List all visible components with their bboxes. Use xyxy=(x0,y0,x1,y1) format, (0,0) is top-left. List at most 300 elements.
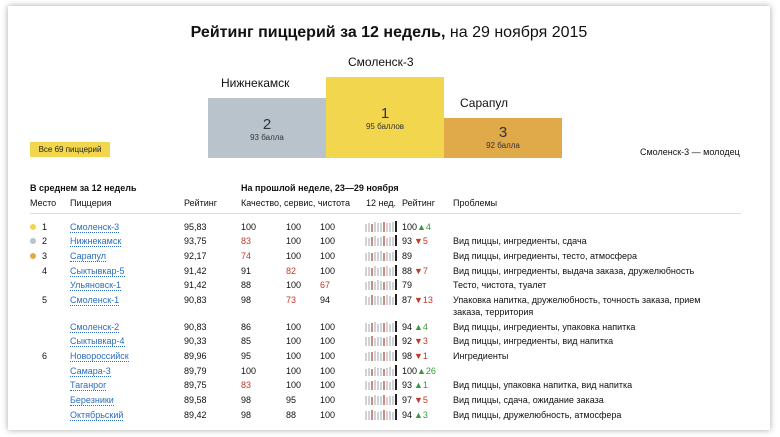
spark-bar xyxy=(386,411,388,420)
row-quality: 88 xyxy=(241,280,252,290)
row-problems: Ингредиенты xyxy=(453,351,509,361)
row-avg-rating: 91,42 xyxy=(184,266,207,276)
spark-bar xyxy=(386,252,388,261)
spark-bar xyxy=(377,412,379,420)
spark-bar xyxy=(380,267,382,276)
spark-bar xyxy=(371,381,373,390)
row-delta: 3 xyxy=(422,410,428,420)
spark-bar xyxy=(380,353,382,361)
row-week-rating: 93 xyxy=(402,380,413,390)
rating-card xyxy=(8,6,770,430)
spark-current xyxy=(395,394,397,405)
spark-bar xyxy=(377,396,379,405)
spark-bar xyxy=(389,268,391,276)
spark-bar xyxy=(374,351,376,361)
row-cleanliness: 100 xyxy=(320,336,336,346)
col-rating-week: Рейтинг xyxy=(402,198,436,208)
spark-bar xyxy=(368,396,370,405)
pizzeria-link[interactable]: Сыктывкар-4 xyxy=(70,336,125,346)
header-divider xyxy=(30,213,741,214)
spark-bar xyxy=(383,381,385,390)
page-title xyxy=(8,24,770,42)
spark-bar xyxy=(377,268,379,276)
row-quality: 98 xyxy=(241,410,252,420)
spark-bar xyxy=(380,251,382,261)
spark-bar xyxy=(368,337,370,346)
spark-bar xyxy=(380,223,382,232)
row-cleanliness: 100 xyxy=(320,222,336,232)
spark-current xyxy=(395,365,397,376)
place-dot xyxy=(30,253,36,259)
row-service: 88 xyxy=(286,410,297,420)
pizzeria-link[interactable]: Нижнекамск xyxy=(70,236,122,246)
row-service: 73 xyxy=(286,295,297,305)
row-week-rating: 100 xyxy=(402,222,418,232)
spark-bar xyxy=(389,281,391,290)
col-problems: Проблемы xyxy=(453,198,498,208)
spark-bar xyxy=(383,267,385,276)
row-place: 3 xyxy=(42,251,48,261)
spark-bar xyxy=(365,282,367,290)
row-sparkline xyxy=(365,335,397,346)
row-sparkline xyxy=(365,409,397,420)
trend-down-icon: ▼1 xyxy=(414,351,428,361)
spark-bar xyxy=(377,352,379,361)
row-cleanliness: 100 xyxy=(320,351,336,361)
col-pizzeria: Пиццерия xyxy=(70,198,112,208)
row-service: 100 xyxy=(286,351,302,361)
row-delta: 3 xyxy=(422,336,428,346)
spark-bar xyxy=(383,253,385,261)
spark-bar xyxy=(371,268,373,276)
pizzeria-link[interactable]: Новороссийск xyxy=(70,351,129,361)
podium-name-3: Сарапул xyxy=(460,96,509,110)
spark-bar xyxy=(386,238,388,246)
pizzeria-link[interactable]: Самара-3 xyxy=(70,366,111,376)
spark-bar xyxy=(386,397,388,405)
pizzeria-link[interactable]: Сарапул xyxy=(70,251,107,261)
podium-place-3: 3 xyxy=(498,124,508,141)
pizzeria-link[interactable]: Смоленск-1 xyxy=(70,295,120,305)
spark-bar xyxy=(365,323,367,332)
row-quality: 85 xyxy=(241,336,252,346)
spark-bar xyxy=(371,237,373,246)
spark-bar xyxy=(383,395,385,405)
spark-bar xyxy=(365,411,367,420)
spark-bar xyxy=(380,382,382,390)
spark-bar xyxy=(368,297,370,305)
spark-bar xyxy=(374,322,376,332)
last-week-heading: На прошлой неделе, 23—29 ноября xyxy=(241,183,399,193)
row-avg-rating: 89,75 xyxy=(184,380,207,390)
spark-bar xyxy=(392,412,394,420)
row-avg-rating: 95,83 xyxy=(184,222,207,232)
row-quality: 74 xyxy=(241,251,252,261)
spark-bar xyxy=(392,222,394,232)
spark-bar xyxy=(374,296,376,305)
pizzeria-link[interactable]: Березники xyxy=(70,395,114,405)
spark-bar xyxy=(368,238,370,246)
spark-bar xyxy=(368,368,370,376)
row-avg-rating: 92,17 xyxy=(184,251,207,261)
pizzeria-link[interactable]: Ульяновск-1 xyxy=(70,280,122,290)
spark-bar xyxy=(377,252,379,261)
row-cleanliness: 100 xyxy=(320,251,336,261)
spark-bar xyxy=(380,297,382,305)
spark-bar xyxy=(380,368,382,376)
spark-bar xyxy=(392,267,394,276)
row-week-rating: 98 xyxy=(402,351,413,361)
spark-bar xyxy=(377,337,379,346)
row-week-rating: 89 xyxy=(402,251,413,261)
spark-bar xyxy=(389,223,391,232)
spark-bar xyxy=(377,280,379,290)
trend-down-icon: ▼7 xyxy=(414,266,428,276)
spark-bar xyxy=(392,252,394,261)
row-delta: 1 xyxy=(422,351,428,361)
trend-down-icon: ▼13 xyxy=(414,295,433,305)
spark-bar xyxy=(392,282,394,290)
pizzeria-link[interactable]: Октябрьский xyxy=(70,410,124,420)
place-dot xyxy=(30,224,36,230)
row-avg-rating: 93,75 xyxy=(184,236,207,246)
spark-bar xyxy=(368,252,370,261)
row-avg-rating: 90,83 xyxy=(184,295,207,305)
spark-current xyxy=(395,235,397,246)
row-quality: 98 xyxy=(241,395,252,405)
spark-bar xyxy=(374,367,376,376)
pizzeria-link[interactable]: Смоленск-3 xyxy=(70,222,120,232)
row-place: 1 xyxy=(42,222,48,232)
title-date: на 29 ноября 2015 xyxy=(445,24,588,41)
spark-bar xyxy=(374,282,376,290)
spark-bar xyxy=(365,369,367,376)
spark-bar xyxy=(392,337,394,346)
row-sparkline xyxy=(365,350,397,361)
row-delta: 13 xyxy=(422,295,433,305)
trend-down-icon: ▼5 xyxy=(414,395,428,405)
spark-current xyxy=(395,321,397,332)
all-pizzerias-button[interactable]: Все 69 пиццерий xyxy=(30,142,110,157)
row-avg-rating: 89,42 xyxy=(184,410,207,420)
row-delta: 1 xyxy=(422,380,428,390)
spark-bar xyxy=(365,381,367,390)
spark-bar xyxy=(389,396,391,405)
spark-current xyxy=(395,409,397,420)
spark-bar xyxy=(389,367,391,376)
spark-bar xyxy=(374,222,376,232)
row-delta: 5 xyxy=(422,395,428,405)
spark-bar xyxy=(374,411,376,420)
podium-points-2: 93 балла xyxy=(250,133,284,142)
trend-up-icon: ▲1 xyxy=(414,380,428,390)
row-delta: 4 xyxy=(425,222,431,232)
row-quality: 98 xyxy=(241,295,252,305)
row-week-rating: 94 xyxy=(402,322,413,332)
spark-bar xyxy=(365,337,367,346)
row-service: 100 xyxy=(286,236,302,246)
spark-bar xyxy=(383,236,385,246)
row-avg-rating: 89,58 xyxy=(184,395,207,405)
row-problems: Вид пиццы, дружелюбность, атмосфера xyxy=(453,410,622,420)
row-cleanliness: 100 xyxy=(320,236,336,246)
row-service: 100 xyxy=(286,251,302,261)
spark-bar xyxy=(389,237,391,246)
podium-name-1: Смоленск-3 xyxy=(348,55,414,69)
row-problems: Вид пиццы, сдача, ожидание заказа xyxy=(453,395,604,405)
spark-bar xyxy=(365,353,367,361)
spark-bar xyxy=(389,296,391,305)
spark-bar xyxy=(371,369,373,376)
row-service: 100 xyxy=(286,322,302,332)
spark-bar xyxy=(371,295,373,305)
winner-note: Смоленск-3 — молодец xyxy=(640,147,740,157)
row-delta: 4 xyxy=(422,322,428,332)
col-rating: Рейтинг xyxy=(184,198,218,208)
spark-bar xyxy=(365,253,367,261)
spark-bar xyxy=(374,236,376,246)
row-sparkline xyxy=(365,394,397,405)
row-delta: 7 xyxy=(422,266,428,276)
row-service: 82 xyxy=(286,266,297,276)
spark-bar xyxy=(389,351,391,361)
row-cleanliness: 100 xyxy=(320,266,336,276)
trend-down-icon: ▼3 xyxy=(414,336,428,346)
spark-bar xyxy=(377,368,379,376)
podium-block-1 xyxy=(326,77,444,158)
row-quality: 100 xyxy=(241,366,257,376)
spark-bar xyxy=(392,396,394,405)
spark-bar xyxy=(383,282,385,290)
avg-section-heading: В среднем за 12 недель xyxy=(30,183,137,193)
spark-bar xyxy=(368,281,370,290)
podium-place-1: 1 xyxy=(380,105,390,122)
spark-bar xyxy=(392,352,394,361)
spark-bar xyxy=(374,338,376,346)
row-avg-rating: 89,79 xyxy=(184,366,207,376)
col-place: Место xyxy=(30,198,57,208)
spark-bar xyxy=(386,223,388,232)
row-sparkline xyxy=(365,250,397,261)
row-week-rating: 94 xyxy=(402,410,413,420)
row-quality: 83 xyxy=(241,236,252,246)
spark-current xyxy=(395,379,397,390)
spark-bar xyxy=(371,281,373,290)
spark-bar xyxy=(380,411,382,420)
row-problems: Вид пиццы, ингредиенты, упаковка напитка xyxy=(453,322,636,332)
row-delta: 26 xyxy=(425,366,436,376)
row-cleanliness: 94 xyxy=(320,295,331,305)
spark-current xyxy=(395,335,397,346)
podium-place-2: 2 xyxy=(262,116,272,133)
row-week-rating: 79 xyxy=(402,280,413,290)
spark-bar xyxy=(365,296,367,305)
row-service: 100 xyxy=(286,280,302,290)
spark-bar xyxy=(380,281,382,290)
row-week-rating: 97 xyxy=(402,395,413,405)
spark-bar xyxy=(368,223,370,232)
trend-up-icon: ▲26 xyxy=(417,366,436,376)
spark-bar xyxy=(365,396,367,405)
spark-bar xyxy=(377,324,379,332)
spark-bar xyxy=(389,411,391,420)
spark-bar xyxy=(389,324,391,332)
row-cleanliness: 100 xyxy=(320,322,336,332)
spark-bar xyxy=(368,267,370,276)
spark-current xyxy=(395,279,397,290)
spark-bar xyxy=(392,323,394,332)
podium-points-3: 92 балла xyxy=(486,141,520,150)
spark-bar xyxy=(392,369,394,376)
spark-bar xyxy=(374,395,376,405)
spark-current xyxy=(395,294,397,305)
trend-up-icon: ▲3 xyxy=(414,410,428,420)
row-place: 4 xyxy=(42,266,48,276)
row-week-rating: 92 xyxy=(402,336,413,346)
row-quality: 100 xyxy=(241,222,257,232)
row-sparkline xyxy=(365,379,397,390)
spark-bar xyxy=(383,222,385,232)
row-cleanliness: 67 xyxy=(320,280,331,290)
spark-bar xyxy=(380,323,382,332)
spark-current xyxy=(395,350,397,361)
row-problems: Тесто, чистота, туалет xyxy=(453,280,547,290)
podium-block-2 xyxy=(208,98,326,158)
row-service: 100 xyxy=(286,336,302,346)
row-problems: Упаковка напитка, дружелюбность, точность заказа, прием заказа, территория xyxy=(453,295,701,317)
col-qss: Качество, сервис, чистота xyxy=(241,198,350,208)
row-quality: 86 xyxy=(241,322,252,332)
trend-up-icon: ▲4 xyxy=(417,222,431,232)
spark-current xyxy=(395,221,397,232)
row-quality: 95 xyxy=(241,351,252,361)
row-cleanliness: 100 xyxy=(320,395,336,405)
row-avg-rating: 90,33 xyxy=(184,336,207,346)
row-sparkline xyxy=(365,279,397,290)
spark-bar xyxy=(377,223,379,232)
spark-bar xyxy=(374,380,376,390)
spark-bar xyxy=(380,337,382,346)
row-week-rating: 88 xyxy=(402,266,413,276)
spark-bar xyxy=(386,281,388,290)
title-bold: Рейтинг пиццерий за 12 недель, xyxy=(190,24,446,41)
trend-up-icon: ▲4 xyxy=(414,322,428,332)
row-avg-rating: 91,42 xyxy=(184,280,207,290)
row-quality: 83 xyxy=(241,380,252,390)
spark-bar xyxy=(371,323,373,332)
spark-bar xyxy=(383,369,385,376)
row-sparkline xyxy=(365,365,397,376)
spark-bar xyxy=(389,382,391,390)
spark-bar xyxy=(371,352,373,361)
spark-bar xyxy=(383,410,385,420)
spark-bar xyxy=(371,397,373,405)
row-service: 100 xyxy=(286,380,302,390)
pizzeria-link[interactable]: Сыктывкар-5 xyxy=(70,266,125,276)
row-place: 5 xyxy=(42,295,48,305)
pizzeria-link[interactable]: Смоленск-2 xyxy=(70,322,120,332)
place-dot xyxy=(30,238,36,244)
row-sparkline xyxy=(365,321,397,332)
spark-bar xyxy=(377,296,379,305)
row-problems: Вид пиццы, ингредиенты, сдача xyxy=(453,236,587,246)
row-service: 100 xyxy=(286,222,302,232)
col-12weeks: 12 нед. xyxy=(366,198,397,208)
spark-bar xyxy=(386,337,388,346)
row-problems: Вид пиццы, ингредиенты, выдача заказа, дружелюбность xyxy=(453,266,695,276)
row-week-rating: 87 xyxy=(402,295,413,305)
spark-bar xyxy=(392,237,394,246)
spark-current xyxy=(395,265,397,276)
spark-bar xyxy=(374,266,376,276)
spark-bar xyxy=(368,382,370,390)
spark-bar xyxy=(365,224,367,232)
spark-bar xyxy=(386,368,388,376)
spark-bar xyxy=(392,380,394,390)
spark-bar xyxy=(389,253,391,261)
row-problems: Вид пиццы, упаковка напитка, вид напитка xyxy=(453,380,633,390)
row-service: 100 xyxy=(286,366,302,376)
row-place: 2 xyxy=(42,236,48,246)
spark-bar xyxy=(383,323,385,332)
row-cleanliness: 100 xyxy=(320,380,336,390)
spark-bar xyxy=(380,396,382,405)
spark-bar xyxy=(371,253,373,261)
row-service: 95 xyxy=(286,395,297,405)
podium-points-1: 95 баллов xyxy=(365,122,405,131)
spark-bar xyxy=(386,381,388,390)
trend-down-icon: ▼5 xyxy=(414,236,428,246)
row-cleanliness: 100 xyxy=(320,410,336,420)
spark-bar xyxy=(371,224,373,232)
spark-bar xyxy=(371,410,373,420)
spark-bar xyxy=(380,237,382,246)
spark-bar xyxy=(368,411,370,420)
row-delta: 5 xyxy=(422,236,428,246)
podium-name-2: Нижнекамск xyxy=(221,76,290,90)
spark-bar xyxy=(377,381,379,390)
row-quality: 91 xyxy=(241,266,252,276)
spark-bar xyxy=(386,322,388,332)
row-sparkline xyxy=(365,265,397,276)
spark-bar xyxy=(383,338,385,346)
spark-bar xyxy=(386,295,388,305)
spark-bar xyxy=(365,267,367,276)
pizzeria-link[interactable]: Таганрог xyxy=(70,380,107,390)
podium-block-3 xyxy=(444,118,562,158)
spark-bar xyxy=(389,336,391,346)
spark-bar xyxy=(383,352,385,361)
spark-bar xyxy=(392,297,394,305)
row-sparkline xyxy=(365,294,397,305)
row-problems: Вид пиццы, ингредиенты, вид напитка xyxy=(453,336,614,346)
spark-current xyxy=(395,250,397,261)
spark-bar xyxy=(386,266,388,276)
spark-bar xyxy=(383,296,385,305)
spark-bar xyxy=(368,324,370,332)
row-week-rating: 93 xyxy=(402,236,413,246)
row-avg-rating: 90,83 xyxy=(184,322,207,332)
spark-bar xyxy=(371,336,373,346)
row-sparkline xyxy=(365,235,397,246)
row-week-rating: 100 xyxy=(402,366,418,376)
row-cleanliness: 100 xyxy=(320,366,336,376)
row-place: 6 xyxy=(42,351,48,361)
row-problems: Вид пиццы, ингредиенты, тесто, атмосфера xyxy=(453,251,637,261)
row-sparkline xyxy=(365,221,397,232)
row-avg-rating: 89,96 xyxy=(184,351,207,361)
spark-bar xyxy=(377,238,379,246)
